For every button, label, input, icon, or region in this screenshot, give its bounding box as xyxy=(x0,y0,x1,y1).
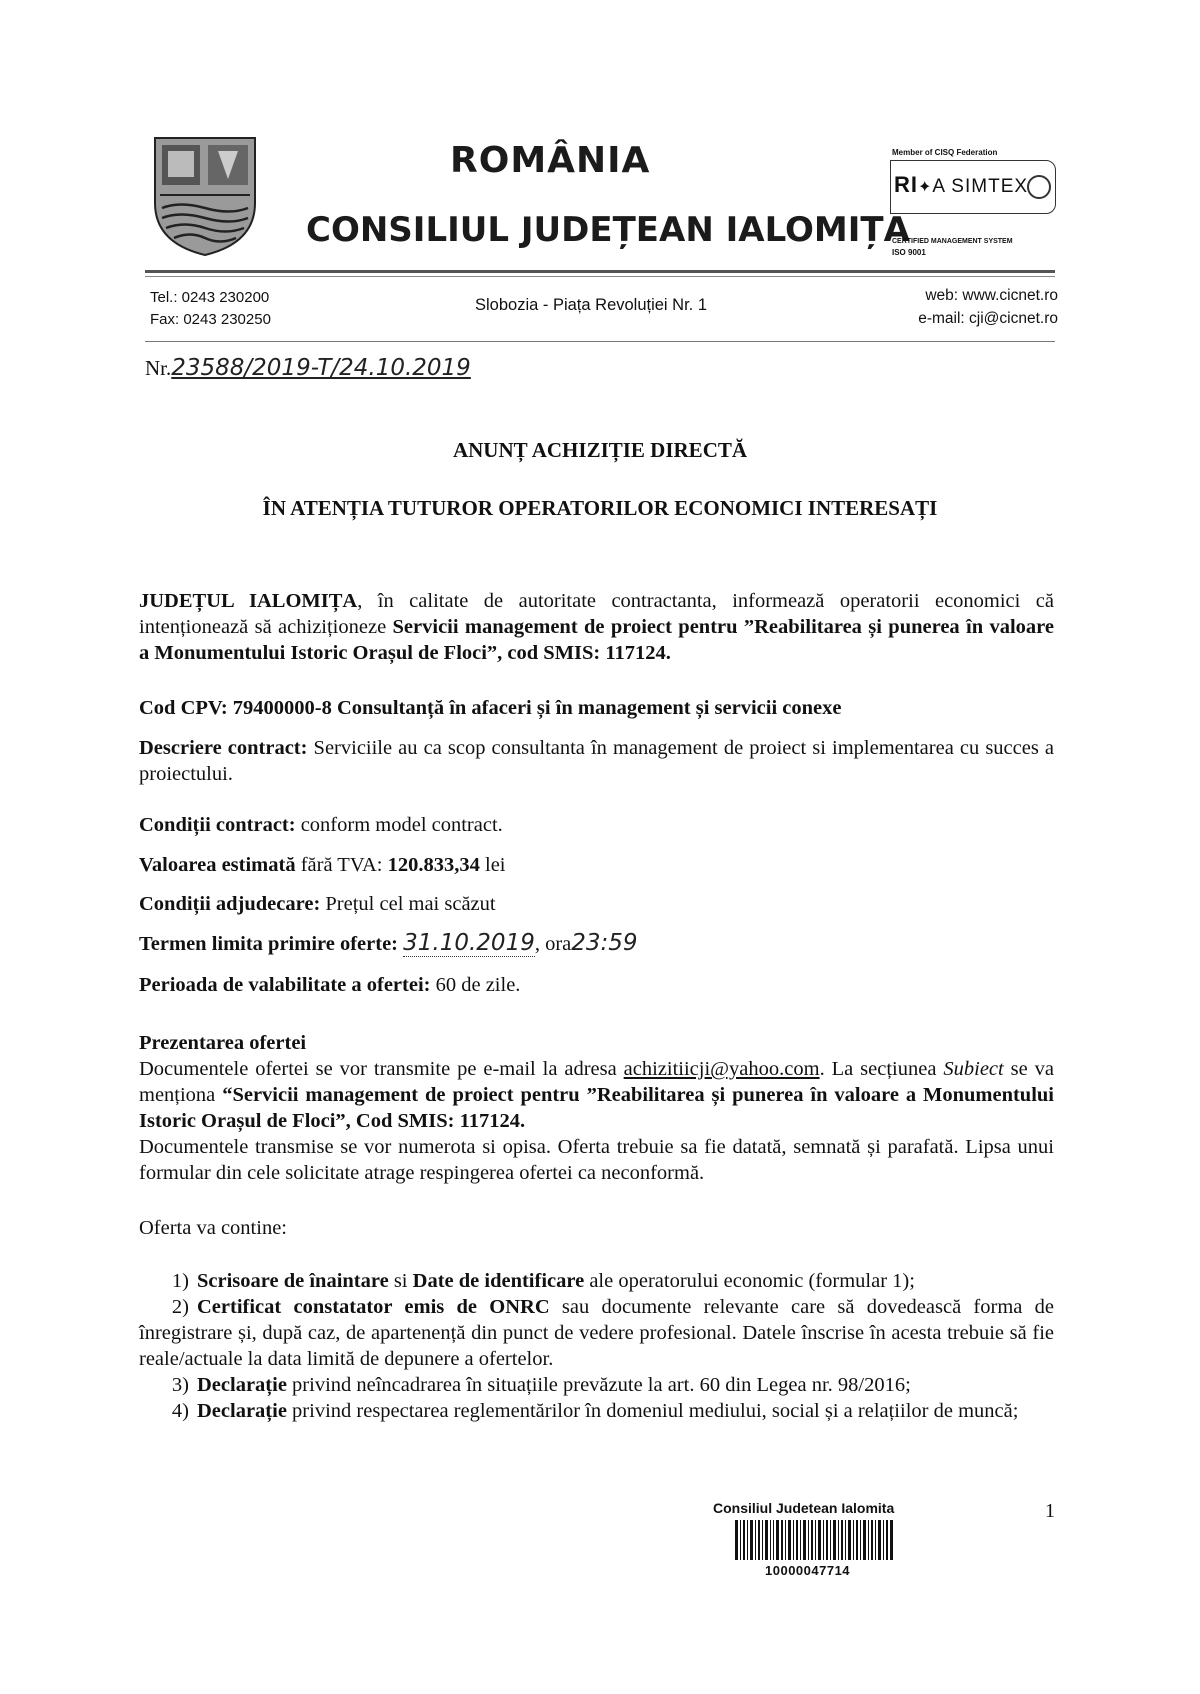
header-council: CONSILIUL JUDEȚEAN IALOMIȚA xyxy=(306,210,910,250)
cert-member-text: Member of CISQ Federation xyxy=(892,148,998,157)
perioada-valabilitate: Perioada de valabilitate a ofertei: 60 de zile. xyxy=(139,974,521,996)
contact-fax: Fax: 0243 230250 xyxy=(150,311,271,328)
prezentare-paragraph-2: Documentele transmise se vor numerota si opisa. Oferta trebuie sa fie datată, semnată și parafată. Lipsa unui formular din cele solicitate atrage respingerea ofertei ca neconformă. xyxy=(139,1136,1054,1184)
list-item: 2) Certificat constatator emis de ONRC sau documente relevante care să dovedească forma de înregistrare și, după caz, de apartenență din punct de vedere profesional. Datele înscrise în acesta trebuie să fie reale/actuale la data limită de depunere a ofertelor. xyxy=(139,1296,1054,1370)
cert-line2: ISO 9001 xyxy=(892,248,926,257)
termen-time-handwritten: 23:59 xyxy=(571,930,638,956)
descriere-contract: Descriere contract: Serviciile au ca scop consultanta în management de proiect si implementarea cu succes a proiectului. xyxy=(139,737,1054,785)
intro-paragraph: JUDEȚUL IALOMIȚA, în calitate de autoritate contractanta, informează operatorii economici că intenționează să achiziționeze Servicii management de proiect pentru ”Reabilitarea și punerea în valoare a Monumentului Istoric Orașul de Floci”, cod SMIS: 117124. xyxy=(139,590,1054,664)
barcode xyxy=(735,1520,895,1560)
list-item: 1) Scrisoare de înaintare si Date de identificare ale operatorului economic (formular 1); xyxy=(171,1270,915,1292)
cpv-code: Cod CPV: 79400000-8 Consultanță în afaceri și în management și servicii conexe xyxy=(139,697,842,719)
barcode-number: 10000047714 xyxy=(765,1563,851,1578)
oferta-intro: Oferta va contine: xyxy=(139,1217,287,1239)
email-link[interactable]: achizitiicji@yahoo.com xyxy=(623,1058,820,1080)
list-item: 4) Declarație privind respectarea reglementărilor în domeniul mediului, social și a relațiilor de muncă; xyxy=(171,1400,1019,1422)
termen-date-handwritten: 31.10.2019 xyxy=(403,930,535,956)
announcement-subtitle: ÎN ATENȚIA TUTUROR OPERATORILOR ECONOMICI INTERESAȚI xyxy=(262,496,938,520)
registration-handwritten: 23588/2019-T/24.10.2019 xyxy=(171,355,471,381)
announcement-title: ANUNȚ ACHIZIȚIE DIRECTĂ xyxy=(452,438,748,462)
certification-logo: Member of CISQ Federation RI✦A SIMTEX CERTIFIED MANAGEMENT SYSTEM ISO 9001 xyxy=(890,148,1060,258)
header-divider xyxy=(145,270,1055,273)
cert-globe-icon xyxy=(1027,175,1051,199)
prezentare-heading: Prezentarea ofertei xyxy=(139,1032,307,1054)
contact-address: Slobozia - Piața Revoluției Nr. 1 xyxy=(475,296,708,314)
registration-number: Nr.23588/2019-T/24.10.2019 xyxy=(145,355,471,381)
page-number: 1 xyxy=(1045,1500,1055,1522)
coat-of-arms-logo xyxy=(150,133,260,258)
stamp-title: Consiliul Judetean Ialomita xyxy=(713,1500,895,1516)
termen-limita: Termen limita primire oferte: 31.10.2019, ora23:59 xyxy=(139,930,638,956)
header-divider-thin xyxy=(145,276,1055,277)
contact-phone: Tel.: 0243 230200 xyxy=(150,289,270,306)
prezentare-paragraph: Documentele ofertei se vor transmite pe e-mail la adresa achizitiicji@yahoo.com. La secțiunea Subiect se va menționa “Servicii management de proiect pentru ”Reabilitarea și punerea în valoare a Monumentului Istoric Orașul de Floci”, Cod SMIS: 117124. xyxy=(139,1058,1054,1132)
contact-web: web: www.cicnet.ro xyxy=(925,287,1058,304)
valoare-estimata: Valoarea estimată fără TVA: 120.833,34 lei xyxy=(139,854,506,876)
header-country: ROMÂNIA xyxy=(450,140,651,181)
list-item: 3) Declarație privind neîncadrarea în situațiile prevăzute la art. 60 din Legea nr. 98/2016; xyxy=(171,1374,911,1396)
conditii-contract: Condiții contract: conform model contract. xyxy=(139,814,503,836)
contact-divider xyxy=(145,341,1055,342)
contact-email: e-mail: cji@cicnet.ro xyxy=(918,310,1058,327)
conditii-adjudecare: Condiții adjudecare: Prețul cel mai scăzut xyxy=(139,893,496,915)
cert-line1: CERTIFIED MANAGEMENT SYSTEM xyxy=(892,238,1013,245)
